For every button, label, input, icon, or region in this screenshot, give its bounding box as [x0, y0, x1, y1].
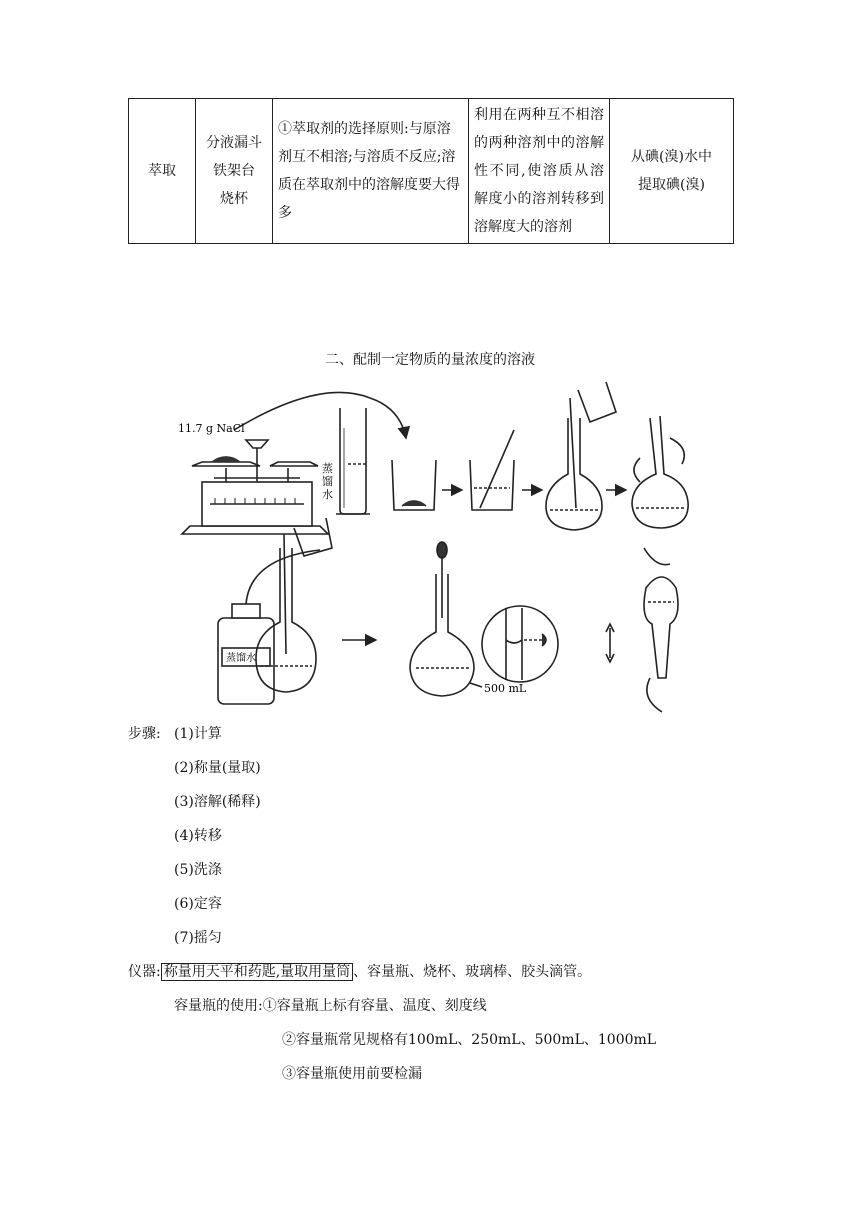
instruments-boxed-text: 称量用天平和药匙,量取用量筒 [161, 963, 353, 981]
equipment-item: 烧杯 [220, 191, 248, 207]
eye-level-magnifier-icon [482, 606, 558, 682]
table-row [129, 99, 734, 244]
swirl-flask-icon [632, 416, 688, 528]
flask-usage-item: ①容量瓶上标有容量、温度、刻度线 [262, 998, 487, 1014]
distilled-water-bottle-icon [218, 550, 320, 704]
cylinder-label-2: 馏 [322, 475, 333, 488]
curved-arrow-icon [234, 392, 406, 438]
instruments-label: 仪器: [128, 964, 161, 980]
equipment-cell [196, 99, 273, 244]
equipment-item: 铁架台 [213, 163, 255, 179]
flask-usage-item: ③容量瓶使用前要检漏 [282, 1066, 422, 1082]
balance-icon [182, 440, 328, 534]
rinse-transfer-flask-icon [256, 518, 332, 692]
nacl-label: 11.7 g NaCl [178, 422, 245, 435]
graduated-cylinder-icon [336, 408, 370, 514]
example-cell [610, 99, 734, 244]
step-item: (4)转移 [174, 828, 222, 844]
beaker-with-glass-rod-icon [470, 430, 514, 510]
bottle-label: 蒸馏水 [226, 653, 256, 664]
instruments-rest: 、容量瓶、烧杯、玻璃棒、胶头滴管。 [353, 964, 592, 980]
step-item: (6)定容 [174, 896, 222, 912]
step-item: (5)洗涤 [174, 862, 222, 878]
flask-volume-label: 500 mL [484, 682, 527, 695]
cylinder-label-1: 蒸 [322, 462, 333, 475]
cylinder-label-3: 水 [322, 488, 333, 501]
solution-preparation-figure [170, 378, 710, 718]
dropper-flask-icon [410, 542, 482, 696]
note-cell: ①萃取剂的选择原则:与原溶剂互不相溶;与溶质不反应;溶质在萃取剂中的溶解度要大得多 [273, 99, 469, 244]
extraction-table [128, 98, 734, 244]
flask-usage-line [174, 995, 487, 1015]
example-line: 从碘(溴)水中 [631, 149, 712, 165]
steps-label: 步骤: [128, 726, 161, 742]
step-item: (2)称量(量取) [174, 760, 261, 776]
principle-cell: 利用在两种互不相溶的两种溶剂中的溶解性不同,使溶质从溶解度小的溶剂转移到溶解度大的溶剂 [469, 99, 610, 244]
transfer-to-flask-icon [546, 382, 616, 530]
flask-usage-label: 容量瓶的使用: [174, 998, 263, 1014]
equipment-item: 分液漏斗 [206, 135, 262, 151]
method-name-cell: 萃取 [129, 99, 196, 244]
example-line: 提取碘(溴) [638, 177, 705, 193]
instruments-line [128, 961, 591, 981]
beaker-icon [392, 460, 436, 510]
step-item: (7)摇匀 [174, 930, 222, 946]
step-item: (1)计算 [174, 726, 222, 742]
inverted-flask-icon [644, 548, 678, 712]
section-title: 二、配制一定物质的量浓度的溶液 [325, 352, 535, 368]
step-item: (3)溶解(稀释) [174, 794, 261, 810]
flask-usage-item: ②容量瓶常见规格有100mL、250mL、500mL、1000mL [282, 1032, 657, 1048]
